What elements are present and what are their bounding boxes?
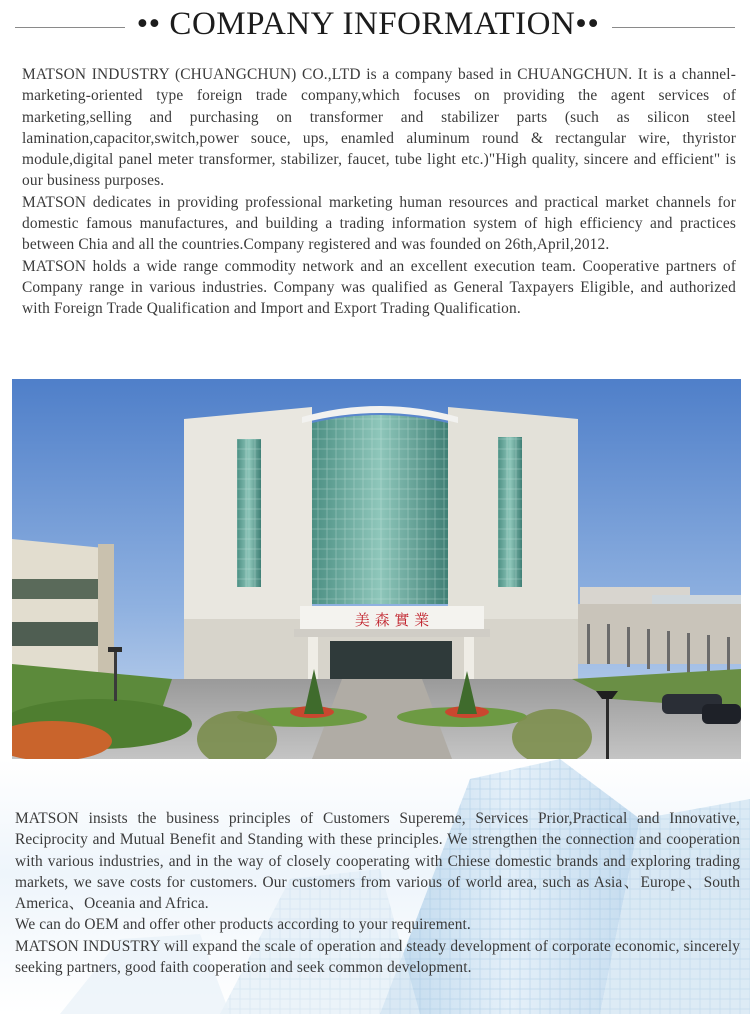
closing-text [15,808,740,978]
header-divider-left [15,27,125,28]
building-sign: 美 森 實 業 [354,611,430,629]
intro-paragraph-3: MATSON holds a wide range commodity network and an excellent execution team. Cooperative partners of Company range in various industries. Company was qualified as General Taxpayers Eligible, and authorized with Foreign Trade Qualification and Import and Export Trading Qualification. [22,257,736,318]
closing-paragraph-3: MATSON INDUSTRY will expand the scale of operation and steady development of corporate economic, sincerely seeking partners, good faith cooperation and seek common development. [15,937,740,977]
company-building-photo [12,379,741,759]
closing-paragraph-1: MATSON insists the business principles of Customers Supereme, Services Prior,Practical and Innovative, Reciprocity and Mutual Benefit and Standing with these principles. We strengthen the connection and cooperation with various industries, and in the way of closely cooperating with Chiese domestic brands and exploring trading markets, we save costs for customers. Our customers from various of world area, such as Asia、Europe、South America、Oceania and Africa. [15,810,740,913]
page-title: •• COMPANY INFORMATION•• [136,6,600,42]
intro-text [22,64,736,320]
section-header [0,0,750,60]
header-divider-right [612,27,735,28]
closing-paragraph-2: We can do OEM and offer other products according to your requirement. [15,916,471,934]
intro-paragraph-2: MATSON dedicates in providing professional marketing human resources and practical market channels for domestic famous manufactures, and building a trading information system of high efficiency and practices between Chia and all the countries.Company registered and was founded on 26th,April,2012. [22,193,736,254]
intro-paragraph-1: MATSON INDUSTRY (CHUANGCHUN) CO.,LTD is a company based in CHUANGCHUN. It is a channel-marketing-oriented type foreign trade company,which focuses on providing the agent services of marketing,selling and purchasing on transformer and stabilizer parts (such as silicon steel lamination,capacitor,switch,power souce, ups, enamled aluminum round & rectangular wire, thyristor module,digital panel meter transformer, stabilizer, faucet, tube light etc.)"High quality, sincere and efficient" is our business purposes. [22,66,736,190]
